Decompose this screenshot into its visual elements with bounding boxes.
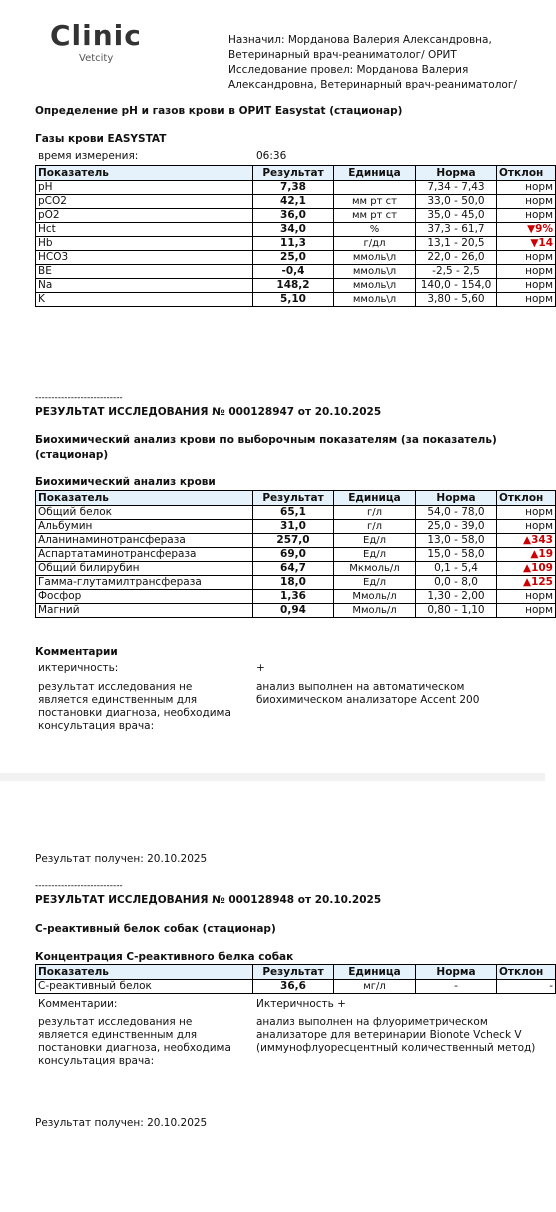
- col-header-result: Результат: [253, 965, 334, 980]
- col-header-norm: Норма: [416, 491, 497, 506]
- parameter-name: pH: [36, 181, 253, 195]
- parameter-name: Hb: [36, 237, 253, 251]
- separator-dashes: ---------------------------: [35, 881, 123, 891]
- result-value: 7,38: [253, 181, 334, 195]
- unit: %: [334, 223, 416, 237]
- disclaimer-line: консультация врача:: [38, 720, 155, 732]
- measurement-time-value: 06:36: [256, 150, 287, 162]
- result-value: 1,36: [253, 590, 334, 604]
- crp-comments-value: Иктеричность +: [256, 998, 346, 1010]
- parameter-name: pO2: [36, 209, 253, 223]
- result-value: 69,0: [253, 548, 334, 562]
- bio-results-table: [35, 490, 556, 618]
- col-header-parameter: Показатель: [36, 166, 253, 181]
- header-info: [228, 33, 517, 93]
- table-row: [36, 534, 556, 548]
- parameter-name: K: [36, 293, 253, 307]
- gas-section-title: Определение pH и газов крови в ОРИТ Easystat (стационар): [35, 105, 403, 117]
- col-header-deviation: Отклон: [497, 965, 556, 980]
- crp-disclaimer: [38, 1016, 231, 1068]
- reference-range: 35,0 - 45,0: [416, 209, 497, 223]
- unit: Мкмоль/л: [334, 562, 416, 576]
- table-row: [36, 223, 556, 237]
- deviation: норм: [497, 279, 556, 293]
- col-header-result: Результат: [253, 166, 334, 181]
- deviation: норм: [497, 265, 556, 279]
- reference-range: 13,1 - 20,5: [416, 237, 497, 251]
- result-value: 64,7: [253, 562, 334, 576]
- parameter-name: Аланинаминотрансфераза: [36, 534, 253, 548]
- table-row: [36, 980, 556, 994]
- header-line: Исследование провел: Морданова Валерия: [228, 64, 469, 76]
- bio-comments-title: Комментарии: [35, 646, 118, 658]
- result-value: 257,0: [253, 534, 334, 548]
- crp-analyzer-note: [256, 1016, 535, 1055]
- deviation: норм: [497, 590, 556, 604]
- table-row: [36, 506, 556, 520]
- parameter-name: Общий билирубин: [36, 562, 253, 576]
- result-value: 31,0: [253, 520, 334, 534]
- crp-results-table: [35, 964, 556, 994]
- parameter-name: HCO3: [36, 251, 253, 265]
- unit: ммоль\л: [334, 251, 416, 265]
- bio-result-received: Результат получен: 20.10.2025: [35, 853, 208, 865]
- result-value: 18,0: [253, 576, 334, 590]
- unit: мг/л: [334, 980, 416, 994]
- result-value: 148,2: [253, 279, 334, 293]
- analyzer-line: анализаторе для ветеринарии Bionote Vcheck V: [256, 1029, 522, 1041]
- reference-range: 1,30 - 2,00: [416, 590, 497, 604]
- disclaimer-line: результат исследования не: [38, 681, 193, 693]
- table-row: [36, 590, 556, 604]
- result-value: 11,3: [253, 237, 334, 251]
- col-header-deviation: Отклон: [497, 491, 556, 506]
- gas-subtitle: Газы крови EASYSTAT: [35, 133, 167, 145]
- deviation: норм: [497, 604, 556, 618]
- col-header-deviation: Отклон: [497, 166, 556, 181]
- deviation: норм: [497, 251, 556, 265]
- result-value: 36,0: [253, 209, 334, 223]
- unit: ммоль\л: [334, 293, 416, 307]
- analyzer-line: (иммунофлуоресцентный количественный метод): [256, 1042, 536, 1054]
- unit: ммоль\л: [334, 265, 416, 279]
- clinic-logo: Clinic: [50, 19, 142, 52]
- unit: ммоль\л: [334, 279, 416, 293]
- table-row: [36, 237, 556, 251]
- crp-result-received: Результат получен: 20.10.2025: [35, 1117, 208, 1129]
- crp-comments-label: Комментарии:: [38, 998, 118, 1010]
- table-header-row: [36, 491, 556, 506]
- header-line: Назначил: Морданова Валерия Александровна,: [228, 34, 492, 46]
- col-header-unit: Единица: [334, 965, 416, 980]
- reference-range: 0,0 - 8,0: [416, 576, 497, 590]
- parameter-name: pCO2: [36, 195, 253, 209]
- unit: г/л: [334, 520, 416, 534]
- reference-range: 37,3 - 61,7: [416, 223, 497, 237]
- disclaimer-line: результат исследования не: [38, 1016, 193, 1028]
- deviation: норм: [497, 520, 556, 534]
- reference-range: 25,0 - 39,0: [416, 520, 497, 534]
- deviation: норм: [497, 181, 556, 195]
- deviation: ▲343: [497, 534, 556, 548]
- deviation: ▼14: [497, 237, 556, 251]
- bio-disclaimer: [38, 681, 231, 733]
- clinic-logo-subtitle: Vetcity: [79, 53, 114, 64]
- table-header-row: [36, 965, 556, 980]
- table-row: [36, 251, 556, 265]
- deviation: норм: [497, 195, 556, 209]
- unit: мм рт ст: [334, 209, 416, 223]
- parameter-name: С-реактивный белок: [36, 980, 253, 994]
- table-row: [36, 548, 556, 562]
- col-header-result: Результат: [253, 491, 334, 506]
- col-header-unit: Единица: [334, 166, 416, 181]
- col-header-norm: Норма: [416, 166, 497, 181]
- unit: Ммоль/л: [334, 604, 416, 618]
- col-header-parameter: Показатель: [36, 965, 253, 980]
- gas-results-table: [35, 165, 556, 307]
- reference-range: 15,0 - 58,0: [416, 548, 497, 562]
- result-value: 5,10: [253, 293, 334, 307]
- crp-subtitle: Концентрация С-реактивного белка собак: [35, 951, 294, 963]
- reference-range: 7,34 - 7,43: [416, 181, 497, 195]
- unit: г/дл: [334, 237, 416, 251]
- parameter-name: Гамма-глутамилтрансфераза: [36, 576, 253, 590]
- result-value: 0,94: [253, 604, 334, 618]
- table-row: [36, 520, 556, 534]
- disclaimer-line: консультация врача:: [38, 1055, 155, 1067]
- reference-range: 3,80 - 5,60: [416, 293, 497, 307]
- bio-subtitle: Биохимический анализ крови: [35, 476, 216, 488]
- deviation: норм: [497, 209, 556, 223]
- deviation: ▲19: [497, 548, 556, 562]
- icterus-value: +: [256, 662, 265, 674]
- table-row: [36, 195, 556, 209]
- header-line: Ветеринарный врач-реаниматолог/ ОРИТ: [228, 49, 457, 61]
- deviation: ▲125: [497, 576, 556, 590]
- analyzer-line: анализ выполнен на автоматическом: [256, 681, 465, 693]
- unit: мм рт ст: [334, 195, 416, 209]
- table-row: [36, 293, 556, 307]
- parameter-name: Na: [36, 279, 253, 293]
- disclaimer-line: постановки диагноза, необходима: [38, 707, 231, 719]
- result-value: -0,4: [253, 265, 334, 279]
- icterus-label: иктеричность:: [38, 662, 119, 674]
- parameter-name: Общий белок: [36, 506, 253, 520]
- unit: Ед/л: [334, 548, 416, 562]
- result-value: 34,0: [253, 223, 334, 237]
- analyzer-line: анализ выполнен на флуориметрическом: [256, 1016, 488, 1028]
- reference-range: 22,0 - 26,0: [416, 251, 497, 265]
- table-row: [36, 265, 556, 279]
- disclaimer-line: является единственным для: [38, 694, 198, 706]
- parameter-name: Hct: [36, 223, 253, 237]
- unit: Ед/л: [334, 534, 416, 548]
- disclaimer-line: является единственным для: [38, 1029, 198, 1041]
- unit: [334, 181, 416, 195]
- crp-section-title: С-реактивный белок собак (стационар): [35, 923, 276, 935]
- separator-dashes: ---------------------------: [35, 393, 123, 403]
- bio-section-title: Биохимический анализ крови по выборочным показателям (за показатель): [35, 434, 497, 446]
- result-value: 65,1: [253, 506, 334, 520]
- deviation: -: [497, 980, 556, 994]
- parameter-name: Альбумин: [36, 520, 253, 534]
- col-header-unit: Единица: [334, 491, 416, 506]
- bio-analyzer-note: [256, 681, 479, 707]
- result-value: 36,6: [253, 980, 334, 994]
- bio-result-title: РЕЗУЛЬТАТ ИССЛЕДОВАНИЯ № 000128947 от 20.10.2025: [35, 406, 382, 418]
- analyzer-line: биохимическом анализаторе Accent 200: [256, 694, 480, 706]
- unit: Ммоль/л: [334, 590, 416, 604]
- page-break: [0, 773, 545, 781]
- measurement-time-label: время измерения:: [38, 150, 139, 162]
- bio-section-title-cont: (стационар): [35, 449, 109, 461]
- col-header-norm: Норма: [416, 965, 497, 980]
- reference-range: -2,5 - 2,5: [416, 265, 497, 279]
- disclaimer-line: постановки диагноза, необходима: [38, 1042, 231, 1054]
- parameter-name: BE: [36, 265, 253, 279]
- table-row: [36, 576, 556, 590]
- reference-range: 0,80 - 1,10: [416, 604, 497, 618]
- header-line: Александровна, Ветеринарный врач-реаниматолог/: [228, 79, 517, 91]
- reference-range: 140,0 - 154,0: [416, 279, 497, 293]
- result-value: 25,0: [253, 251, 334, 265]
- table-row: [36, 604, 556, 618]
- deviation: норм: [497, 293, 556, 307]
- deviation: норм: [497, 506, 556, 520]
- table-row: [36, 181, 556, 195]
- table-row: [36, 209, 556, 223]
- reference-range: 13,0 - 58,0: [416, 534, 497, 548]
- reference-range: 54,0 - 78,0: [416, 506, 497, 520]
- deviation: ▼9%: [497, 223, 556, 237]
- parameter-name: Фосфор: [36, 590, 253, 604]
- table-row: [36, 562, 556, 576]
- unit: Ед/л: [334, 576, 416, 590]
- crp-result-title: РЕЗУЛЬТАТ ИССЛЕДОВАНИЯ № 000128948 от 20.10.2025: [35, 894, 382, 906]
- table-header-row: [36, 166, 556, 181]
- result-value: 42,1: [253, 195, 334, 209]
- parameter-name: Магний: [36, 604, 253, 618]
- reference-range: -: [416, 980, 497, 994]
- deviation: ▲109: [497, 562, 556, 576]
- table-row: [36, 279, 556, 293]
- unit: г/л: [334, 506, 416, 520]
- reference-range: 0,1 - 5,4: [416, 562, 497, 576]
- parameter-name: Аспартатаминотрансфераза: [36, 548, 253, 562]
- col-header-parameter: Показатель: [36, 491, 253, 506]
- reference-range: 33,0 - 50,0: [416, 195, 497, 209]
